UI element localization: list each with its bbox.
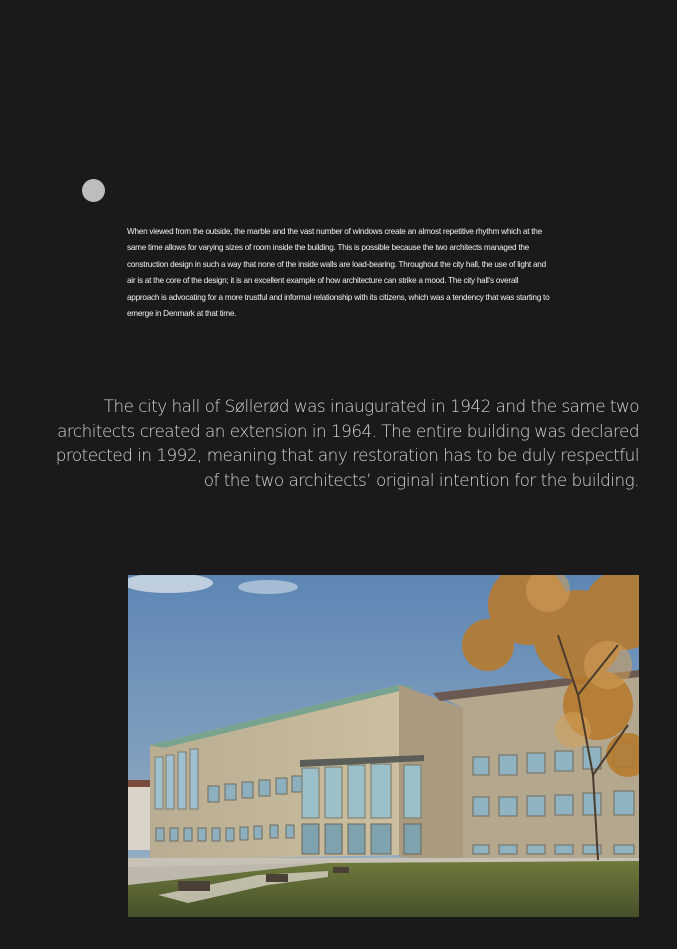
pull-quote: The city hall of Søllerød was inaugurated in 1942 and the same two architects created an extension in 1964. The entire building was declared protected in 1992, meaning that any restoration has to be duly respectful of the two architects’ original intention for the building. — [55, 396, 639, 490]
city-hall-photo — [128, 575, 639, 917]
bullet-dot — [82, 179, 105, 202]
body-paragraph: When viewed from the outside, the marble and the vast number of windows create an almost repetitive rhythm which at the same time allows for varying sizes of room inside the building. This is possible because the two architects managed the construction design in such a way that none of the inside walls are load-bearing. Throughout the city hall, the use of light and air is at the core of the design; it is an excellent example of how architecture can strike a mood. The city hall’s overall approach is advocating for a more trustful and informal relationship with its citizens, which was a tendency that was starting to emerge in Denmark at that time. — [127, 227, 550, 319]
